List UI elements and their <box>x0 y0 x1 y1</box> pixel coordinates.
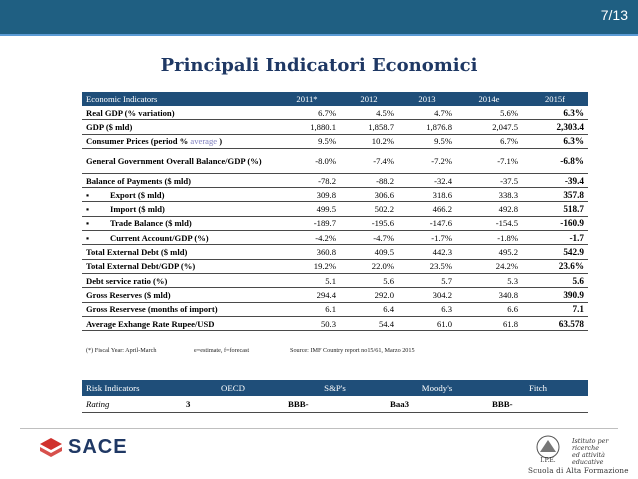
cell: 6.3% <box>522 134 588 148</box>
header-moodys: Moody's <box>386 380 488 396</box>
row-label: Average Exhange Rate Rupee/USD <box>82 316 274 330</box>
ipe-emblem-icon <box>528 434 568 464</box>
table-row <box>82 259 588 273</box>
cell-fitch: BBB- <box>488 396 588 413</box>
row-label <box>82 216 274 230</box>
bullet-icon: ▪ <box>86 218 90 229</box>
cell: 499.5 <box>274 202 340 216</box>
cell: -1.7% <box>398 231 456 245</box>
row-label-average: average <box>190 136 218 147</box>
table-row <box>82 120 588 134</box>
cell: 5.7 <box>398 273 456 287</box>
cell: 542.9 <box>522 245 588 259</box>
cell: -4.7% <box>340 231 398 245</box>
cell: 309.8 <box>274 188 340 202</box>
row-label: Gross Reservese (months of import) <box>82 302 274 316</box>
cell: 10.2% <box>340 134 398 148</box>
row-label: Total External Debt ($ mld) <box>82 245 274 259</box>
cell: 9.5% <box>398 134 456 148</box>
table-row <box>82 202 588 216</box>
ipe-logo <box>528 434 628 478</box>
row-label-text: Export ($ mld) <box>110 189 165 200</box>
ipe-tagline-2: ed attività educative <box>572 451 605 466</box>
cell: 318.6 <box>398 188 456 202</box>
row-label: Debt service ratio (%) <box>82 273 274 287</box>
cell: -7.2% <box>398 148 456 173</box>
cell: -88.2 <box>340 173 398 187</box>
footnote-fiscal-year: (*) Fiscal Year: April-March <box>86 347 157 354</box>
cell: -4.2% <box>274 231 340 245</box>
table-row <box>82 148 588 173</box>
cell: 2,303.4 <box>522 120 588 134</box>
row-label: General Government Overall Balance/GDP (%) <box>82 148 274 173</box>
header-2011: 2011* <box>274 92 340 106</box>
cell: 23.6% <box>522 259 588 273</box>
row-label <box>82 134 274 148</box>
sace-wordmark: SACE <box>68 436 128 458</box>
header-2015f: 2015f <box>522 92 588 106</box>
cell: 23.5% <box>398 259 456 273</box>
sace-mark-icon <box>38 436 64 460</box>
cell: 6.4 <box>340 302 398 316</box>
cell: 292.0 <box>340 288 398 302</box>
row-label: Balance of Payments ($ mld) <box>82 173 274 187</box>
cell: 360.8 <box>274 245 340 259</box>
cell: 442.3 <box>398 245 456 259</box>
cell: -1.7 <box>522 231 588 245</box>
cell: 466.2 <box>398 202 456 216</box>
cell: 19.2% <box>274 259 340 273</box>
row-label-text: Import ($ mld) <box>110 204 165 215</box>
footnote-source: Source: IMF Country report no15/61, Marzo 2015 <box>290 347 415 354</box>
row-label-text: Trade Balance ($ mld) <box>110 218 192 229</box>
header-fitch: Fitch <box>488 380 588 396</box>
row-label <box>82 231 274 245</box>
risk-indicators-table <box>82 380 588 413</box>
row-label: Real GDP (% variation) <box>82 106 274 120</box>
cell: -154.5 <box>456 216 522 230</box>
cell: -78.2 <box>274 173 340 187</box>
header-2013: 2013 <box>398 92 456 106</box>
cell: 294.4 <box>274 288 340 302</box>
cell: 357.8 <box>522 188 588 202</box>
cell: 6.3% <box>522 106 588 120</box>
cell: 492.8 <box>456 202 522 216</box>
ipe-tagline <box>572 438 628 466</box>
cell: 4.7% <box>398 106 456 120</box>
row-label-part: ) <box>217 136 223 147</box>
cell: 6.7% <box>274 106 340 120</box>
cell: -8.0% <box>274 148 340 173</box>
cell: 1,858.7 <box>340 120 398 134</box>
cell: 50.3 <box>274 316 340 330</box>
table-row <box>82 302 588 316</box>
table-row <box>82 273 588 287</box>
row-label-text: Current Account/GDP (%) <box>110 232 209 243</box>
cell: 518.7 <box>522 202 588 216</box>
cell-oecd: 3 <box>182 396 284 413</box>
cell: 22.0% <box>340 259 398 273</box>
cell: 6.7% <box>456 134 522 148</box>
cell: 338.3 <box>456 188 522 202</box>
cell: 24.2% <box>456 259 522 273</box>
top-bar <box>0 0 638 34</box>
cell: 306.6 <box>340 188 398 202</box>
cell: -195.6 <box>340 216 398 230</box>
bullet-icon: ▪ <box>86 204 90 215</box>
ipe-mark-text: I.P.E. <box>540 457 556 464</box>
cell: 6.3 <box>398 302 456 316</box>
row-label: Rating <box>82 396 182 413</box>
table-row <box>82 396 588 413</box>
cell: 54.4 <box>340 316 398 330</box>
cell: 63.578 <box>522 316 588 330</box>
footer-divider <box>20 428 618 429</box>
cell: 5.1 <box>274 273 340 287</box>
cell: 5.6 <box>340 273 398 287</box>
cell: 4.5% <box>340 106 398 120</box>
row-label-part: Consumer Prices (period % <box>86 136 191 147</box>
sace-logo <box>38 436 158 460</box>
row-label: Gross Reserves ($ mld) <box>82 288 274 302</box>
cell: -7.4% <box>340 148 398 173</box>
cell: 495.2 <box>456 245 522 259</box>
row-label <box>82 188 274 202</box>
cell: 2,047.5 <box>456 120 522 134</box>
header-2014e: 2014e <box>456 92 522 106</box>
cell: 9.5% <box>274 134 340 148</box>
table-row <box>82 173 588 187</box>
cell: 5.6% <box>456 106 522 120</box>
cell: 502.2 <box>340 202 398 216</box>
cell: 6.1 <box>274 302 340 316</box>
cell: -1.8% <box>456 231 522 245</box>
cell-moodys: Baa3 <box>386 396 488 413</box>
header-oecd: OECD <box>182 380 284 396</box>
cell: 1,880.1 <box>274 120 340 134</box>
table-row <box>82 316 588 330</box>
header-economic-indicators: Economic Indicators <box>82 92 274 106</box>
cell: -189.7 <box>274 216 340 230</box>
cell: -6.8% <box>522 148 588 173</box>
school-name: Scuola di Alta Formazione <box>528 466 629 475</box>
cell: 340.8 <box>456 288 522 302</box>
header-sp: S&P's <box>284 380 386 396</box>
economic-indicators-table <box>82 92 588 331</box>
table-row <box>82 245 588 259</box>
cell: 6.6 <box>456 302 522 316</box>
ipe-tagline-1: Istituto per ricerche <box>572 437 609 452</box>
top-bar-accent <box>0 34 638 36</box>
cell: 5.3 <box>456 273 522 287</box>
cell: 5.6 <box>522 273 588 287</box>
cell: 1,876.8 <box>398 120 456 134</box>
table-row <box>82 216 588 230</box>
cell: -39.4 <box>522 173 588 187</box>
header-2012: 2012 <box>340 92 398 106</box>
cell: 7.1 <box>522 302 588 316</box>
table-header-row <box>82 92 588 106</box>
header-risk-indicators: Risk Indicators <box>82 380 182 396</box>
cell: 390.9 <box>522 288 588 302</box>
cell: -32.4 <box>398 173 456 187</box>
bullet-icon: ▪ <box>86 232 90 243</box>
cell: 61.0 <box>398 316 456 330</box>
table-header-row <box>82 380 588 396</box>
row-label: GDP ($ mld) <box>82 120 274 134</box>
table-row <box>82 106 588 120</box>
table-row <box>82 134 588 148</box>
cell: 304.2 <box>398 288 456 302</box>
table-row <box>82 288 588 302</box>
row-label: Total External Debt/GDP (%) <box>82 259 274 273</box>
cell: 61.8 <box>456 316 522 330</box>
page-title: Principali Indicatori Economici <box>160 55 478 76</box>
cell: -147.6 <box>398 216 456 230</box>
table-row <box>82 188 588 202</box>
bullet-icon: ▪ <box>86 189 90 200</box>
cell: -160.9 <box>522 216 588 230</box>
footnote-legend: e=estimate, f=forecast <box>194 347 250 354</box>
cell: 409.5 <box>340 245 398 259</box>
cell: -7.1% <box>456 148 522 173</box>
cell: -37.5 <box>456 173 522 187</box>
table-row <box>82 231 588 245</box>
page-number: 7/13 <box>600 7 628 23</box>
cell-sp: BBB- <box>284 396 386 413</box>
row-label <box>82 202 274 216</box>
